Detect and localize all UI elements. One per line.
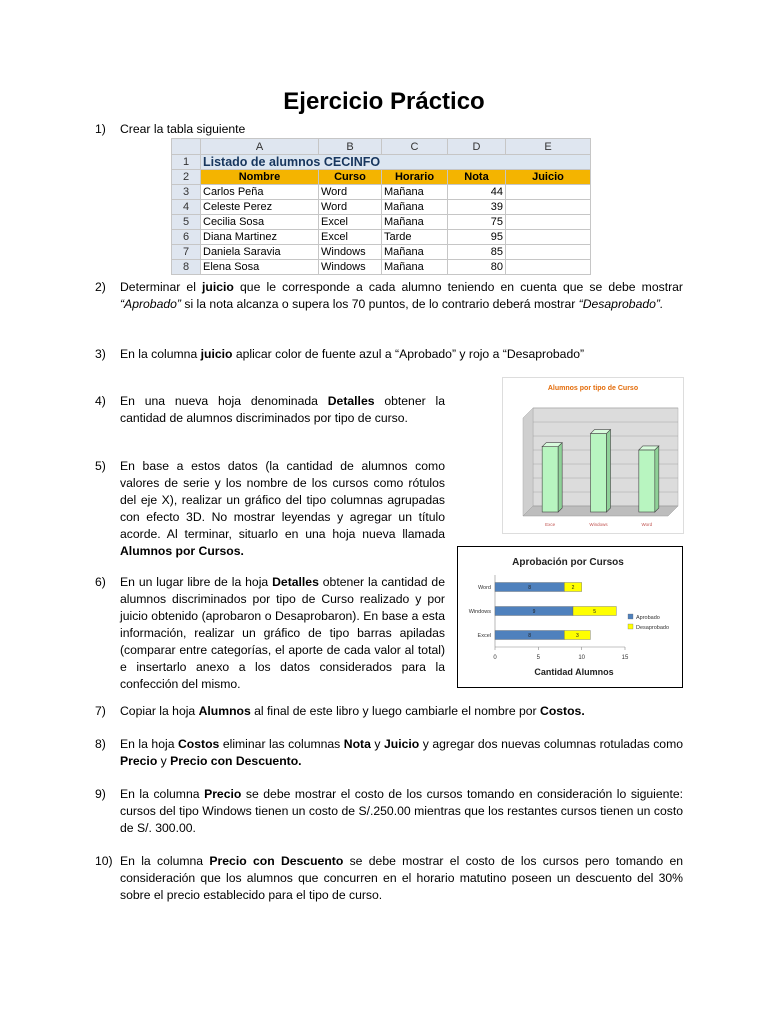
column-bar [639,450,655,512]
cell-nota: 95 [448,230,506,245]
cell-juicio [506,215,591,230]
item-number: 9) [95,787,106,801]
cell-curso: Windows [319,245,382,260]
item-text: En la columna Precio se debe mostrar el costo de los cursos tomando en consideración lo siguiente: cursos del tipo Windows tienen un costo de S/.250.00 mientras que los restantes cursos tienen un costo de S/. 300.00. [120,787,683,835]
stacked-bar-chart-svg [458,547,682,687]
data-label: 9 [532,609,536,615]
row-header: 7 [172,245,201,260]
row-header: 1 [172,155,201,170]
cell-nombre: Elena Sosa [201,260,319,275]
header-cell: Juicio [506,170,591,185]
cell-nombre: Diana Martinez [201,230,319,245]
cell-juicio [506,200,591,215]
cell-curso: Excel [319,215,382,230]
legend-label: Desaprobado [636,625,670,631]
col-header: E [506,139,591,155]
cell-juicio [506,185,591,200]
legend-label: Aprobado [636,615,660,621]
item-number: 3) [95,347,106,361]
cell-nota: 80 [448,260,506,275]
item-text: En la hoja Costos eliminar las columnas Nota y Juicio y agregar dos nuevas columnas rotuladas como Precio y Precio con Descuento. [120,737,684,768]
y-category-label: Word [477,585,491,591]
chart-side-wall [523,408,533,516]
item-number: 7) [95,704,106,718]
x-axis-label: Cantidad Alumnos [534,667,614,677]
cell-horario: Mañana [382,215,448,230]
column-bar-side [655,446,659,512]
x-tick-label: 15 [621,655,629,661]
chart-title: Aprobación por Cursos [512,557,624,568]
cell-horario: Mañana [382,200,448,215]
item-text: En base a estos datos (la cantidad de alumnos como valores de serie y los nombre de los cursos como rótulos del eje X), realizar un gráfico del tipo columnas agrupadas con efecto 3D. No mostrar leyendas y agregar un título acorde. Al terminar, situarlo en una hoja nueva llamada Alumnos por Cursos. [120,459,445,558]
data-label: 5 [593,609,597,615]
item-number: 6) [95,575,106,589]
header-cell: Horario [382,170,448,185]
x-tick-label: Windows [589,522,608,527]
data-label: 2 [571,585,575,591]
data-label: 8 [528,585,532,591]
cell-curso: Word [319,200,382,215]
cell-horario: Tarde [382,230,448,245]
item-number: 10) [95,854,113,868]
chart-alumnos-por-curso [502,377,684,534]
y-category-label: Windows [468,609,491,615]
cell-nombre: Celeste Perez [201,200,319,215]
legend-swatch [628,624,633,629]
item-text: En la columna Precio con Descuento se debe mostrar el costo de los cursos pero tomando en consideración que los alumnos que concurren en el horario matutino poseen un descuento del 30% sobre el precio establecido para el tipo de curso. [120,854,684,902]
cell-horario: Mañana [382,245,448,260]
table-row [172,230,591,245]
item-number: 5) [95,459,106,473]
cell-nombre: Daniela Saravia [201,245,319,260]
cell-nota: 85 [448,245,506,260]
item-text: En un lugar libre de la hoja Detalles obtener la cantidad de alumnos discriminados por tipo de Curso realizado y por juicio obtenido (aprobaron o Desaprobaron). En base a esta información, realizar un gráfico de tipo barras apiladas (comparar entre categorías, el aporte de cada valor al total) e insertarlo anexo a los datos considerados para la confección del mismo. [120,575,445,691]
x-tick-label: 5 [536,655,541,661]
item-number: 4) [95,394,106,408]
table-row [172,200,591,215]
column-bar-side [607,430,611,512]
row-header: 2 [172,170,201,185]
item-number: 2) [95,280,106,294]
cell-curso: Word [319,185,382,200]
page-title: Ejercicio Práctico [283,88,485,115]
cell-nombre: Carlos Peña [201,185,319,200]
cell-nota: 44 [448,185,506,200]
row-header: 8 [172,260,201,275]
cell-horario: Mañana [382,185,448,200]
cell-nota: 39 [448,200,506,215]
table-row [172,260,591,275]
x-tick-label: 0 [493,655,497,661]
corner-cell [172,139,201,155]
cell-curso: Windows [319,260,382,275]
header-cell: Nombre [201,170,319,185]
row-header: 5 [172,215,201,230]
cell-nota: 75 [448,215,506,230]
row-header: 6 [172,230,201,245]
item-text: Determinar el juicio que le corresponde a cada alumno teniendo en cuenta que se debe mostrar “Aprobado” si la nota alcanza o supera los 70 puntos, de lo contrario deberá mostrar “Desaprobado”. [120,280,683,311]
x-tick-label: Word [641,522,653,527]
col-header: C [382,139,448,155]
header-cell: Curso [319,170,382,185]
row-header: 4 [172,200,201,215]
data-label: 3 [575,633,579,639]
legend-swatch [628,614,633,619]
item-text: Crear la tabla siguiente [120,122,246,136]
item-text: En la columna juicio aplicar color de fuente azul a “Aprobado” y rojo a “Desaprobado” [120,347,585,361]
cell-juicio [506,230,591,245]
item-text: En una nueva hoja denominada Detalles obtener la cantidad de alumnos discriminados por tipo de curso. [120,394,445,425]
table-row [172,185,591,200]
x-tick-label: 10 [578,655,586,661]
spreadsheet-table [171,138,591,275]
item-number: 1) [95,122,106,136]
chart-aprobacion-por-cursos [457,546,683,688]
header-cell: Nota [448,170,506,185]
chart-title: Alumnos por tipo de Curso [547,385,639,392]
column-chart-svg [503,378,683,533]
col-header: D [448,139,506,155]
data-label: 8 [528,633,532,639]
item-number: 8) [95,737,106,751]
col-header: B [319,139,382,155]
item-text: Copiar la hoja Alumnos al final de este libro y luego cambiarle el nombre por Costos. [120,704,585,718]
column-bar [542,447,558,512]
y-category-label: Excel [477,633,491,639]
x-tick-label: Exce [545,522,556,527]
column-bar-side [558,443,562,512]
cell-juicio [506,245,591,260]
table-row [172,215,591,230]
cell-juicio [506,260,591,275]
cell-nombre: Cecilia Sosa [201,215,319,230]
column-bar [591,434,607,512]
col-header: A [201,139,319,155]
row-header: 3 [172,185,201,200]
cell-horario: Mañana [382,260,448,275]
table-row [172,245,591,260]
table-title: Listado de alumnos CECINFO [201,155,448,170]
cell-curso: Excel [319,230,382,245]
